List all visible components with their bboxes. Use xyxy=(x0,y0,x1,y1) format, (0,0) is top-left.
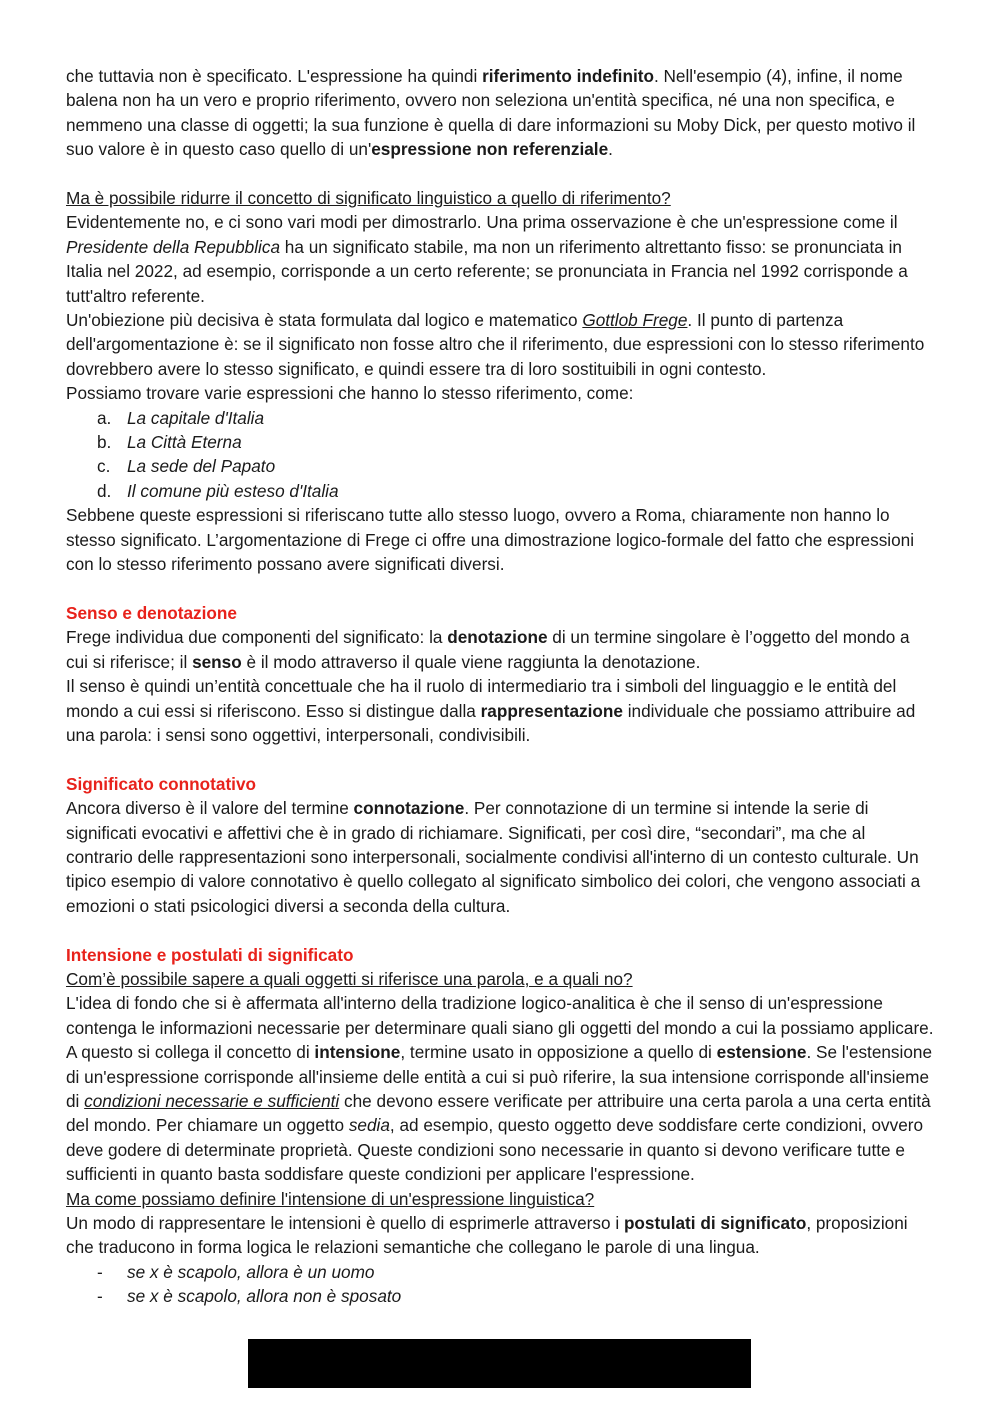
list-item: - se x è scapolo, allora non è sposato xyxy=(97,1286,402,1307)
bold-term: riferimento indefinito xyxy=(482,66,654,86)
spacer xyxy=(66,918,936,942)
text-run: che tuttavia non è specificato. L'espressione ha quindi xyxy=(66,66,483,86)
question-heading: Ma è possibile ridurre il concetto di significato linguistico a quello di riferimento? xyxy=(66,188,671,209)
spacer xyxy=(66,162,936,186)
list-item: b. La Città Eterna xyxy=(97,432,242,453)
text-run: . Il punto di partenza dell'argomentazione è: se il significato non fosse altro che il riferimento, due espressioni con lo stesso riferimento dovrebbero avere lo stesso significato, e quindi essere tra di loro sostituibili in ogni contesto. xyxy=(66,310,925,379)
spacer xyxy=(66,747,936,771)
text-run: . Nell'esempio (4), infine, il nome balena non ha un vero e proprio riferimento, ovvero non seleziona un'entità specifica, né una non specifica, e nemmeno una classe di oggetti; la sua funzione è quella di dare informazioni su Moby Dick, per questo motivo il suo valore è in questo caso quello di un' xyxy=(66,66,916,160)
bold-term: intensione xyxy=(314,1042,401,1063)
paragraph-connotazione: Ancora diverso è il valore del termine connotazione. Per connotazione di un termine si intende la serie di significati evocativi e affettivi che è in grado di richiamare. Significati, per così dire, “secondari”, ma che al contrario delle rappresentazioni sono interpersonali, socialmente condivisi all'interno di un contesto culturale. Un tipico esempio di valore connotativo è quello collegato al significato simbolico dei colori, che vengono associati a emozioni o stati psicologici diversi a seconda della cultura. xyxy=(66,798,921,916)
section-heading-senso: Senso e denotazione xyxy=(66,602,237,623)
text-run: Un'obiezione più decisiva è stata formulata dal logico e matematico xyxy=(66,310,583,331)
bold-term: denotazione xyxy=(447,627,548,648)
frege-link[interactable]: Gottlob Frege xyxy=(582,310,688,331)
bold-term: estensione xyxy=(716,1042,807,1063)
examples-list xyxy=(66,406,936,504)
text-run: Evidentemente no, e ci sono vari modi per dimostrarlo. Una prima osservazione è che un'espressione come il xyxy=(66,212,898,233)
postulati-list xyxy=(66,1260,936,1309)
paragraph-roma: Sebbene queste espressioni si riferiscano tutte allo stesso luogo, ovvero a Roma, chiaramente non hanno lo stesso significato. L’argomentazione di Frege ci offre una dimostrazione logico-formale del fatto che espressioni con lo stesso riferimento possano avere significati diversi. xyxy=(66,505,915,575)
italic-underlined-term: condizioni necessarie e sufficienti xyxy=(84,1091,340,1111)
italic-term: Presidente della Repubblica xyxy=(66,236,281,257)
text-run: . xyxy=(608,139,613,160)
list-item: a. La capitale d'Italia xyxy=(97,407,265,428)
paragraph-intensione: L'idea di fondo che si è affermata all'interno della tradizione logico-analitica è che il senso di un'espressione contenga le informazioni necessarie per determinare quali siano gli oggetti del mondo a cui la possiamo applicare. A questo si collega il concetto di intensione, termine usato in opposizione a quello di estensione. Se l'estensione di un'espressione corrisponde all'insieme delle entità a cui si può riferire, la sua intensione corrisponde all'insieme di condizioni necessarie e sufficienti che devono essere verificate per attribuire una certa parola a una certa entità del mondo. Per chiamare un oggetto sedia, ad esempio, questo oggetto deve soddisfare certe condizioni, ovvero deve godere di determinate proprietà. Queste condizioni sono necessarie in quanto si devono verificare tutte e sufficienti in quanto basta soddisfare queste condizioni per applicare l'espressione. xyxy=(66,993,934,1185)
list-item: c. La sede del Papato xyxy=(97,456,276,477)
paragraph-riferimento xyxy=(66,64,936,162)
bold-term: connotazione xyxy=(353,798,465,819)
question-heading: Ma come possiamo definire l'intensione di un'espressione linguistica? xyxy=(66,1188,595,1209)
question-heading: Com’è possibile sapere a quali oggetti si riferisce una parola, e a quali no? xyxy=(66,968,633,989)
paragraph-frege xyxy=(66,308,936,381)
bold-term: espressione non referenziale xyxy=(371,139,609,160)
document-body xyxy=(66,64,936,1309)
italic-term: sedia xyxy=(348,1115,390,1136)
paragraph-denotazione: Frege individua due componenti del significato: la denotazione di un termine singolare è l’oggetto del mondo a cui si riferisce; il senso è il modo attraverso il quale viene raggiunta la denotazione. xyxy=(66,627,910,672)
list-item: d. Il comune più esteso d'Italia xyxy=(97,480,339,501)
paragraph-senso: Il senso è quindi un’entità concettuale che ha il ruolo di intermediario tra i simboli del linguaggio e le entità del mondo a cui essi si riferiscono. Esso si distingue dalla rappresentazione individuale che possiamo attribuire ad una parola: i sensi sono oggettivi, interpersonali, condivisibili. xyxy=(66,676,916,745)
paragraph-presidente xyxy=(66,210,936,308)
list-item: - se x è scapolo, allora è un uomo xyxy=(97,1261,375,1282)
paragraph-intro-list: Possiamo trovare varie espressioni che hanno lo stesso riferimento, come: xyxy=(66,383,634,404)
section-heading-intensione: Intensione e postulati di significato xyxy=(66,944,354,965)
bold-term: postulati di significato xyxy=(623,1213,807,1234)
bold-term: rappresentazione xyxy=(480,700,623,721)
bold-term: senso xyxy=(192,651,242,672)
paragraph-postulati: Un modo di rappresentare le intensioni è quello di esprimerle attraverso i postulati di significato, proposizioni che traducono in forma logica le relazioni semantiche che collegano le parole di una lingua. xyxy=(66,1213,908,1258)
redaction-bar xyxy=(248,1339,751,1388)
section-heading-connotativo: Significato connotativo xyxy=(66,773,257,794)
spacer xyxy=(66,577,936,601)
text-run: ha un significato stabile, ma non un riferimento altrettanto fisso: se pronunciata in Italia nel 2022, ad esempio, corrisponde a un certo referente; se pronunciata in Francia nel 1992 corrisponde a tutt'altro referente. xyxy=(66,236,908,306)
